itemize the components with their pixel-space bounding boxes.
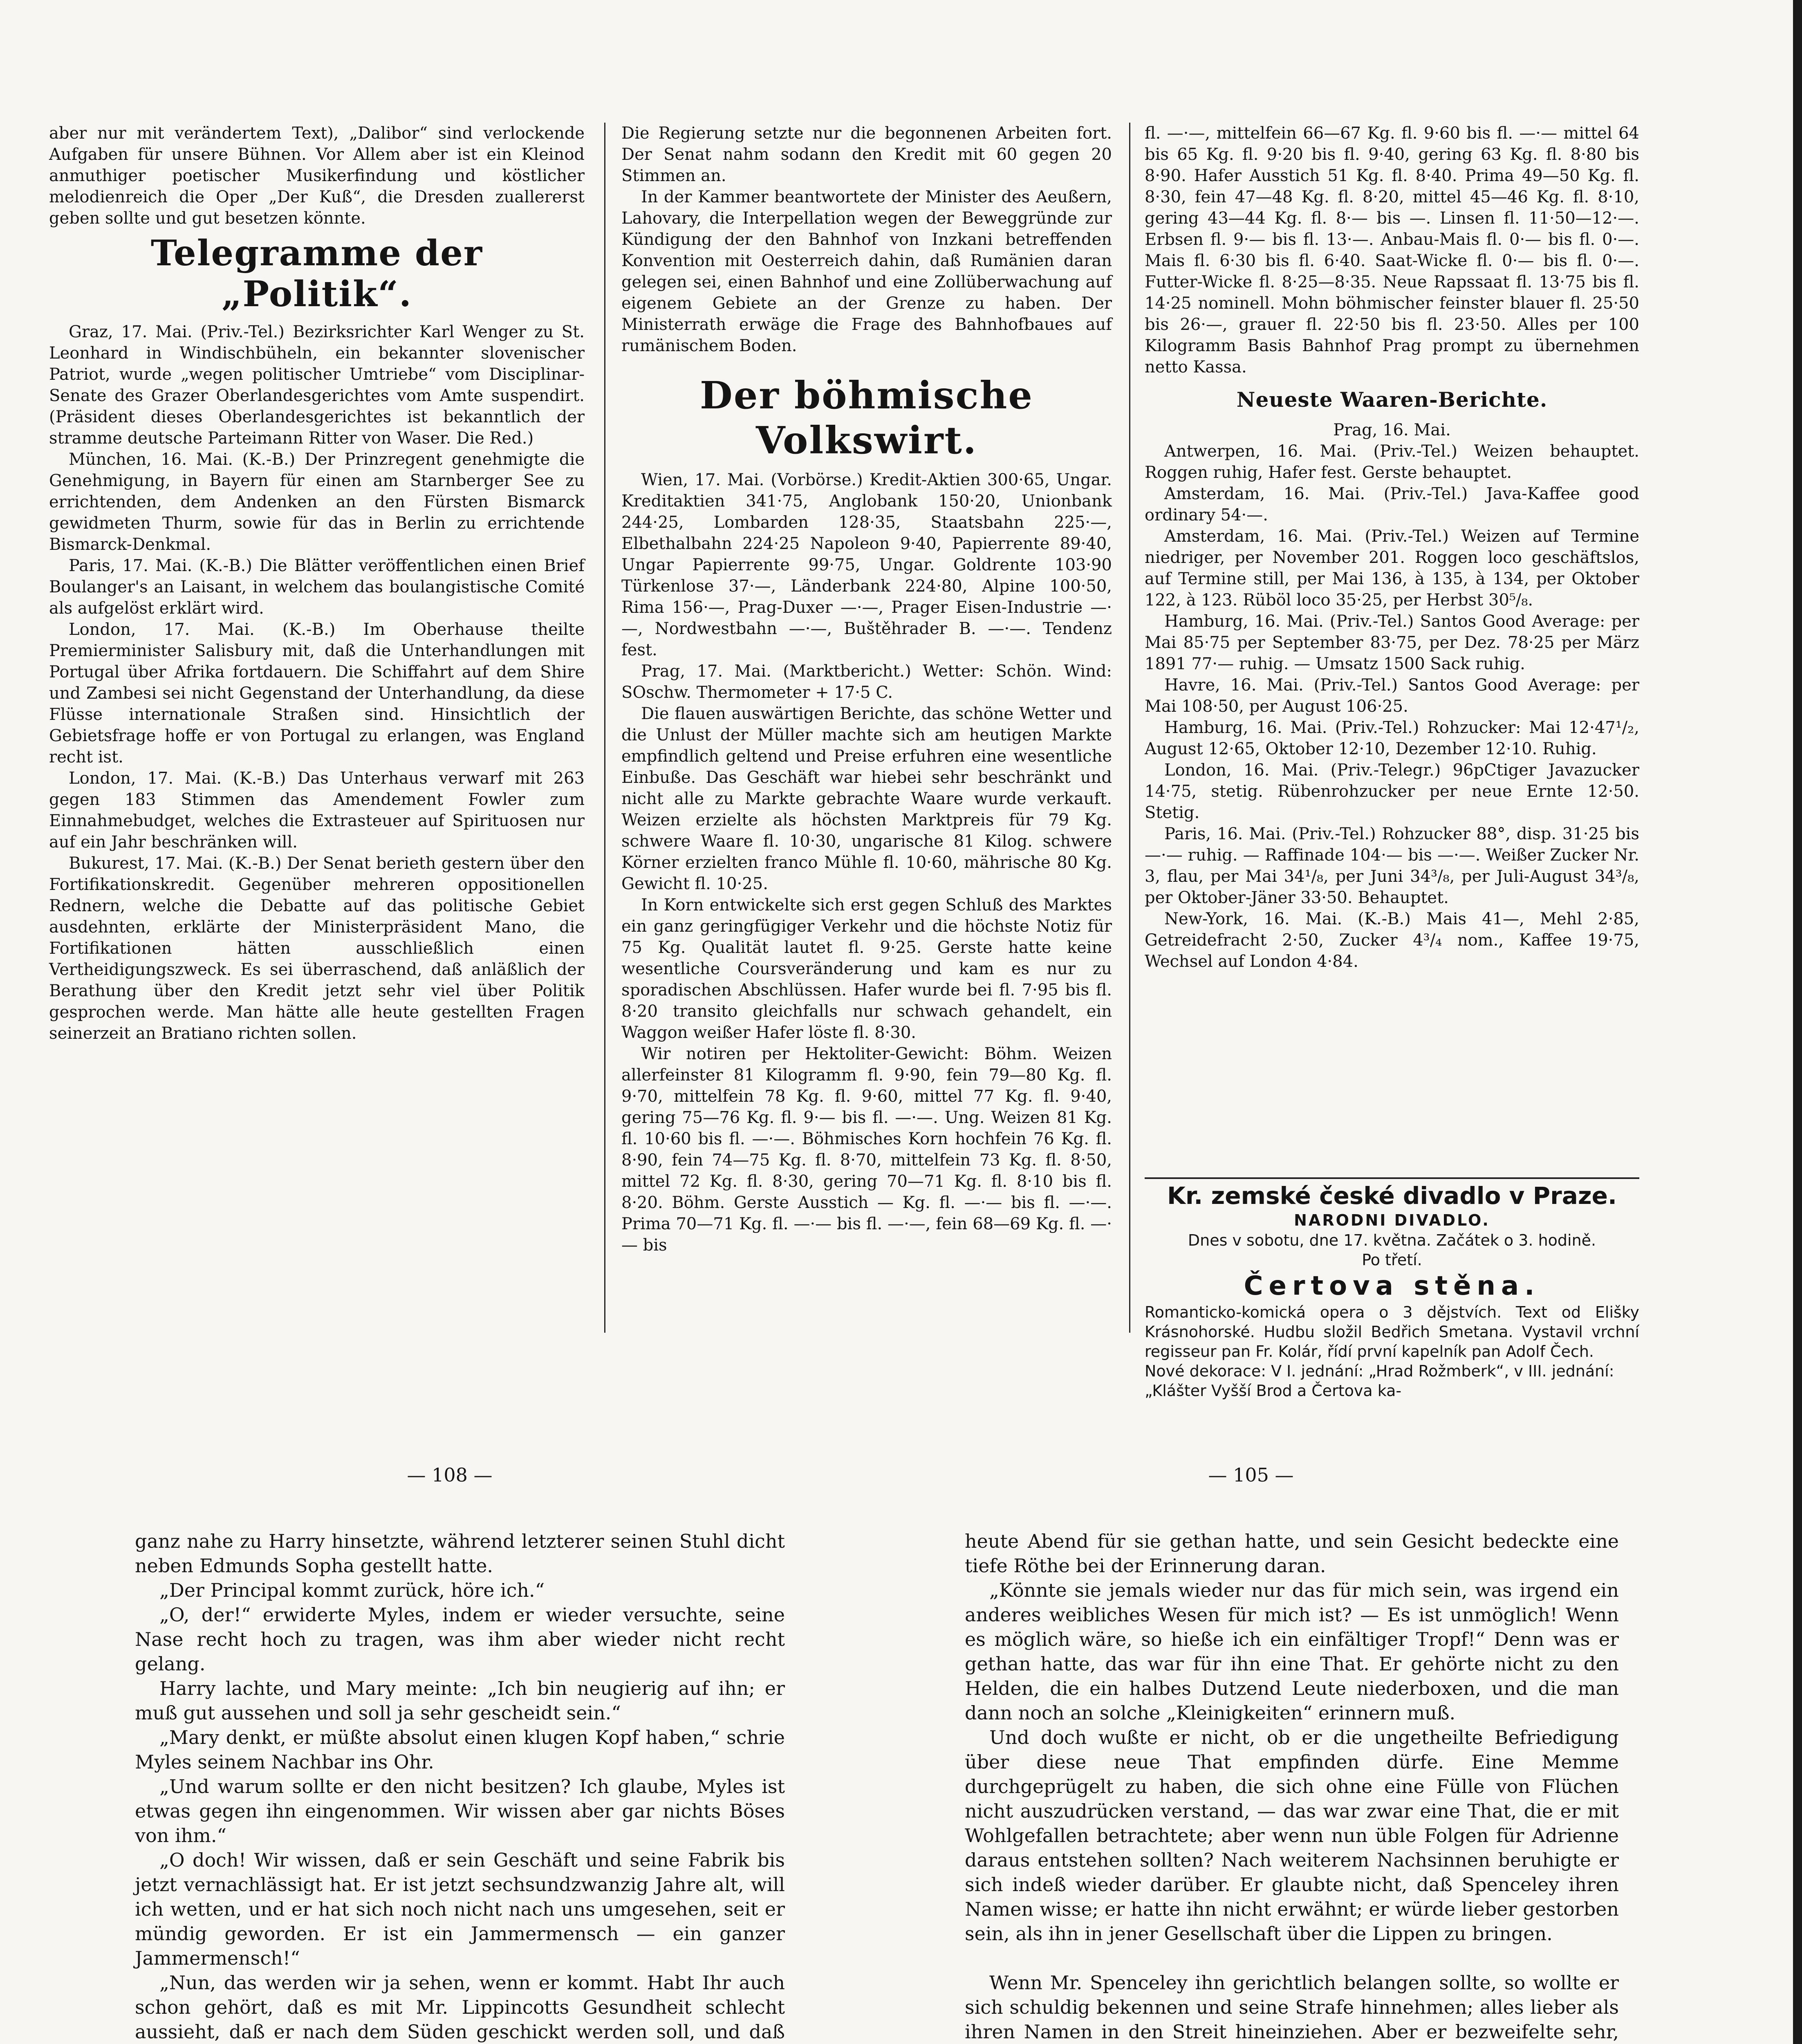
novel-right-p1: „Könnte sie jemals wieder nur das für mich sein, was irgend ein anderes weibliches Wesen für mich ist? — Es ist unmöglich! Wenn es möglich wäre, so hieße ich ein einfältiger Tropf!“ Denn was er gethan hatte, das war für ihn eine That. Er gehörte nicht zu den Helden, die ein halbes Dutzend Leute niederboxen, und die man dann noch an solche „Kleinigkeiten“ erinnern muß. <box>965 1579 1619 1724</box>
report-hamburg-2: Hamburg, 16. Mai. (Priv.-Tel.) Rohzucker: Mai 12·47¹/₂, August 12·65, Oktober 12·10, Dezember 12·10. Ruhig. <box>1145 718 1639 758</box>
news-column-2 <box>621 123 1112 1333</box>
theatre-description: Romanticko-komická opera o 3 dějstvích. Text od Elišky Krásnohorské. Hudbu složil Bedřich Smetana. Vystavil vrchní regisseur pan Fr. Kolár, řídí první kapelník pan Adolf Čech. <box>1145 1303 1639 1360</box>
novel-page-left <box>135 1529 785 2044</box>
page-number-left: — 108 — <box>407 1464 493 1486</box>
news-column-3 <box>1145 123 1639 1177</box>
novel-left-p3: Harry lachte, und Mary meinte: „Ich bin neugierig auf ihn; er muß gut aussehen und soll ja sehr gescheidt sein.“ <box>135 1677 785 1724</box>
novel-left-p0: ganz nahe zu Harry hinsetzte, während letzterer seinen Stuhl dicht neben Edmunds Sopha gestellt hatte. <box>135 1530 785 1577</box>
telegram-bukurest: Bukurest, 17. Mai. (K.-B.) Der Senat berieth gestern über den Fortifikationskredit. Gegenüber mehreren oppositionellen Rednern, welche die Debatte auf das politische Gebiet ausdehnten, erklärte der Ministerpräsident Mano, die Fortifikationen hätten ausschließlich einen Vertheidigungszweck. Es sei überraschend, daß anläßlich der Berathung über den Kredit jetzt sehr viel über Politik gesprochen werde. Man hätte alle heute gestellten Fragen seinerzeit an Bratiano richten sollen. <box>49 854 585 1043</box>
goods-reports-place: Prag, 16. Mai. <box>1333 421 1451 439</box>
column-rule-1 <box>604 123 605 1333</box>
chamber-report: In der Kammer beantwortete der Minister des Aeußern, Lahovary, die Interpellation wegen der Beweggründe zur Kündigung der den Bahnhof von Inzkani betreffenden Konvention mit Oesterreich dahin, daß Rumänien daran gelegen sei, einen Bahnhof und eine Zollüberwachung auf eigenem Gebiete an der Grenze zu haben. Der Ministerrath erwäge die Frage des Bahnhofbaues auf rumänischem Boden. <box>621 188 1112 355</box>
report-amsterdam-1: Amsterdam, 16. Mai. (Priv.-Tel.) Java-Kaffee good ordinary 54·—. <box>1145 484 1639 524</box>
theatre-title: Kr. zemské české divadlo v Praze. <box>1167 1182 1617 1210</box>
theatre-play-title: Čertova stěna. <box>1244 1271 1540 1301</box>
novel-left-p4: „Mary denkt, er müßte absolut einen klugen Kopf haben,“ schrie Myles seinem Nachbar ins Ohr. <box>135 1726 785 1773</box>
column-rule-2 <box>1129 123 1130 1333</box>
novel-left-p2: „O, der!“ erwiderte Myles, indem er wieder versuchte, seine Nase recht hoch zu tragen, was ihm aber wieder nicht recht gelang. <box>135 1604 785 1675</box>
prague-market-report: Die flauen auswärtigen Berichte, das schöne Wetter und die Unlust der Müller machte sich am heutigen Markte empfindlich geltend und Preise erfuhren eine wesentliche Einbuße. Das Geschäft war hiebei sehr beschränkt und nicht alle zu Markte gebrachte Waare wurde verkauft. Weizen erzielte als höchsten Marktpreis für 79 Kg. schwere Waare fl. 10·30, ungarische 81 Kilog. schwere Körner erzielten franco Mühle fl. 10·60, mährische 80 Kg. Gewicht fl. 10·25. <box>621 704 1112 893</box>
report-paris: Paris, 16. Mai. (Priv.-Tel.) Rohzucker 88°, disp. 31·25 bis —·— ruhig. — Raffinade 104·— bis —·—. Weißer Zucker Nr. 3, flau, per Mai 34¹/₈, per Juni 34³/₈, per Juli-August 34³/₈, per Oktober-Jäner 33·50. Behauptet. <box>1145 825 1639 907</box>
economist-heading: Der böhmische Volkswirt. <box>700 373 1033 462</box>
theatre-rule <box>1145 1177 1639 1179</box>
novel-right-p3: Wenn Mr. Spenceley ihn gerichtlich belangen sollte, so wollte er sich schuldig bekennen und seine Strafe hinnehmen; alles lieber als ihren Namen in den Streit hineinziehen. Aber er bezweifelte sehr, <box>965 1972 1619 2043</box>
vienna-exchange: Wien, 17. Mai. (Vorbörse.) Kredit-Aktien 300·65, Ungar. Kreditaktien 341·75, Anglobank 150·20, Unionbank 244·25, Lombarden 128·35, Staatsbahn 225·—, Elbethalbahn 224·25 Napoleon 9·40, Papierrente 89·40, Ungar Papierrente 99·75, Ungar. Goldrente 103·90 Türkenlose 37·—, Länderbank 224·80, Alpine 100·50, Rima 156·—, Prag-Duxer —·—, Prager Eisen-Industrie —·—, Nordwestbahn —·—, Buštěhrader B. —·—. Tendenz fest. <box>621 471 1112 659</box>
hectoliter-prices: Wir notiren per Hektoliter-Gewicht: Böhm. Weizen allerfeinster 81 Kilogramm fl. 9·90, fein 79—80 Kg. fl. 9·70, mittelfein 78 Kg. fl. 9·60, mittel 77 Kg. fl. 9·40, gering 75—76 Kg. fl. 9·— bis fl. —·—. Ung. Weizen 81 Kg. fl. 10·60 bis fl. —·—. Böhmisches Korn hochfein 76 Kg. fl. 8·90, fein 74—75 Kg. fl. 8·70, mittelfein 73 Kg. fl. 8·50, mittel 72 Kg. fl. 8·30, gering 70—71 Kg. fl. 8·10 bis fl. 8·20. Böhm. Gerste Ausstich — Kg. fl. —·— bis fl. —·—. Prima 70—71 Kg. fl. —·— bis fl. —·—, fein 68—69 Kg. fl. —·— bis <box>621 1044 1112 1255</box>
price-list-continued: fl. —·—, mittelfein 66—67 Kg. fl. 9·60 bis fl. —·— mittel 64 bis 65 Kg. fl. 9·20 bis fl. 9·40, gering 63 Kg. fl. 8·80 bis 8·90. Hafer Ausstich 51 Kg. fl. 8·40. Prima 49—50 Kg. fl. 8·30, fein 47—48 Kg. fl. 8·20, mittel 45—46 Kg. fl. 8·10, gering 43—44 Kg. fl. 8·— bis —. Linsen fl. 11·50—12·—. Erbsen fl. 9·— bis fl. 13·—. Anbau-Mais fl. 0·— bis fl. 0·—. Mais fl. 6·30 bis fl. 6·40. Saat-Wicke fl. 0·— bis fl. 0·—. Futter-Wicke fl. 8·25—8·35. Neue Rapssaat fl. 13·75 bis fl. 14·25 nominell. Mohn böhmischer feinster blauer fl. 25·50 bis 26·—, grauer fl. 22·50 bis fl. 23·50. Alles per 100 Kilogramm Basis Bahnhof Prag prompt zu übernehmen netto Kassa. <box>1145 124 1639 377</box>
theatre-performance-count: Po třetí. <box>1362 1251 1422 1269</box>
grain-report: In Korn entwickelte sich erst gegen Schluß des Marktes ein ganz geringfügiger Verkehr und die höchste Notiz für 75 Kg. Qualität lautet fl. 9·25. Gerste hatte keine wesentliche Coursveränderung und kam es nur zu sporadischen Abschlüssen. Hafer wurde bei fl. 7·95 bis fl. 8·20 transito gleichfalls nur schwach gehandelt, ein Waggon weißer Hafer löste fl. 8·30. <box>621 896 1112 1042</box>
telegram-london-2: London, 17. Mai. (K.-B.) Das Unterhaus verwarf mit 263 gegen 183 Stimmen das Amendement Fowler zum Einnahmebudget, welches die Extrasteuer auf Spirituosen nur auf ein Jahr beschränken will. <box>49 769 585 852</box>
prague-market-header: Prag, 17. Mai. (Marktbericht.) Wetter: Schön. Wind: SOschw. Thermometer + 17·5 C. <box>621 662 1112 702</box>
news-column-1 <box>49 123 585 1357</box>
novel-left-p6: „O doch! Wir wissen, daß er sein Geschäft und seine Fabrik bis jetzt vernachlässigt hat. Er ist jetzt sechsundzwanzig Jahre alt, will ich wetten, und er hat sich noch nicht nach uns umgesehen, seit er mündig geworden. Er ist ein Jammermensch — ein ganzer Jammermensch!“ <box>135 1849 785 1969</box>
page-number-right: — 105 — <box>1208 1464 1294 1486</box>
novel-page-right <box>965 1529 1619 2044</box>
report-amsterdam-2: Amsterdam, 16. Mai. (Priv.-Tel.) Weizen auf Termine niedriger, per November 201. Roggen loco geschäftslos, auf Termine still, per Mai 136, à 135, à 134, per Oktober 122, à 123. Rüböl loco 35·25, per Herbst 30⁵/₈. <box>1145 527 1639 610</box>
opera-note: aber nur mit verändertem Text), „Dalibor“ sind verlockende Aufgaben für unsere Bühnen. Vor Allem aber ist ein Kleinod anmuthiger poetischer Musikerfindung und köstlicher melodienreich die Oper „Der Kuß“, die Dresden zuallererst geben sollte und gut besetzen könnte. <box>49 124 585 228</box>
theatre-decorations: Nové dekorace: V I. jednání: „Hrad Rožmberk“, v III. jednání: „Klášter Vyšší Brod a Čertova ka- <box>1145 1362 1614 1400</box>
novel-left-p7: „Nun, das werden wir ja sehen, wenn er kommt. Habt Ihr auch schon gehört, daß es mit Mr. Lippincotts Gesundheit schlecht aussieht, daß er nach dem Süden geschickt werden soll, und daß <box>135 1972 785 2043</box>
goods-reports-heading: Neueste Waaren-Berichte. <box>1236 388 1548 412</box>
telegram-graz: Graz, 17. Mai. (Priv.-Tel.) Bezirksrichter Karl Wenger zu St. Leonhard in Windischbüheln, ein bekannter slovenischer Patriot, wurde „wegen politischer Umtriebe“ vom Disciplinar-Senate des Grazer Oberlandesgerichtes vom Amte suspendirt. (Präsident dieses Oberlandesgerichtes ist bekanntlich der stramme deutsche Parteimann Ritter von Waser. Die Red.) <box>49 323 585 448</box>
report-antwerpen: Antwerpen, 16. Mai. (Priv.-Tel.) Weizen behauptet. Roggen ruhig, Hafer fest. Gerste behauptet. <box>1145 442 1639 482</box>
novel-left-p5: „Und warum sollte er den nicht besitzen? Ich glaube, Myles ist etwas gegen ihn eingenommen. Wir wissen aber gar nichts Böses von ihm.“ <box>135 1775 785 1847</box>
telegrams-heading: Telegramme der „Politik“. <box>150 233 483 315</box>
page-edge <box>1793 0 1802 2044</box>
theatre-date: Dnes v sobotu, dne 17. května. Začátek o 3. hodině. <box>1188 1231 1596 1249</box>
telegram-london-1: London, 17. Mai. (K.-B.) Im Oberhause theilte Premierminister Salisbury mit, daß die Unterhandlungen mit Portugal über Afrika fortdauern. Die Schiffahrt auf dem Shire und Zambesi sei nicht Gegenstand der Unterhandlung, da diese Flüsse internationale Straßen sind. Hinsichtlich der Gebietsfrage hoffe er von Portugal zu erlangen, was England recht ist. <box>49 620 585 766</box>
theatre-announcement <box>1145 1181 1639 1400</box>
report-hamburg-1: Hamburg, 16. Mai. (Priv.-Tel.) Santos Good Average: per Mai 85·75 per September 83·75, per Dez. 78·25 per März 1891 77·— ruhig. — Umsatz 1500 Sack ruhig. <box>1145 612 1639 673</box>
report-new-york: New-York, 16. Mai. (K.-B.) Mais 41—, Mehl 2·85, Getreidefracht 2·50, Zucker 4³/₄ nom., Kaffee 19·75, Wechsel auf London 4·84. <box>1145 910 1639 971</box>
telegram-muenchen: München, 16. Mai. (K.-B.) Der Prinzregent genehmigte die Genehmigung, in Bayern für einen am Starnberger See zu errichtenden, dem Andenken an den Fürsten Bismarck gewidmeten Thurm, sowie für das in Berlin zu errichtende Bismarck-Denkmal. <box>49 450 585 554</box>
novel-left-p1: „Der Principal kommt zurück, höre ich.“ <box>159 1579 545 1601</box>
novel-right-p2: Und doch wußte er nicht, ob er die ungetheilte Befriedigung über diese neue That empfinden dürfe. Eine Memme durchgeprügelt zu haben, die sich ohne eine Fülle von Flüchen nicht auszudrücken verstand, — das war zwar eine That, die er mit Wohlgefallen betrachtete; aber wenn nun üble Folgen für Adrienne daraus entstehen sollten? Nach weiterem Nachsinnen beruhigte er sich indeß wieder darüber. Er glaubte nicht, daß Spenceley ihren Namen wisse; er hatte ihn nicht erwähnt; er würde lieber gestorben sein, als ihn in jener Gesellschaft über die Lippen zu bringen. <box>965 1726 1619 1945</box>
report-havre: Havre, 16. Mai. (Priv.-Tel.) Santos Good Average: per Mai 108·50, per August 106·25. <box>1145 676 1639 716</box>
theatre-subtitle: NARODNI DIVADLO. <box>1294 1211 1490 1229</box>
senate-continued: Die Regierung setzte nur die begonnenen Arbeiten fort. Der Senat nahm sodann den Kredit mit 60 gegen 20 Stimmen an. <box>621 124 1112 185</box>
report-london: London, 16. Mai. (Priv.-Telegr.) 96pCtiger Javazucker 14·75, stetig. Rübenrohzucker per neue Ernte 12·50. Stetig. <box>1145 761 1639 822</box>
telegram-paris: Paris, 17. Mai. (K.-B.) Die Blätter veröffentlichen einen Brief Boulanger's an Laisant, in welchem das boulangistische Comité als aufgelöst erklärt wird. <box>49 556 585 618</box>
novel-right-p0: heute Abend für sie gethan hatte, und sein Gesicht bedeckte eine tiefe Röthe bei der Erinnerung daran. <box>965 1530 1619 1577</box>
